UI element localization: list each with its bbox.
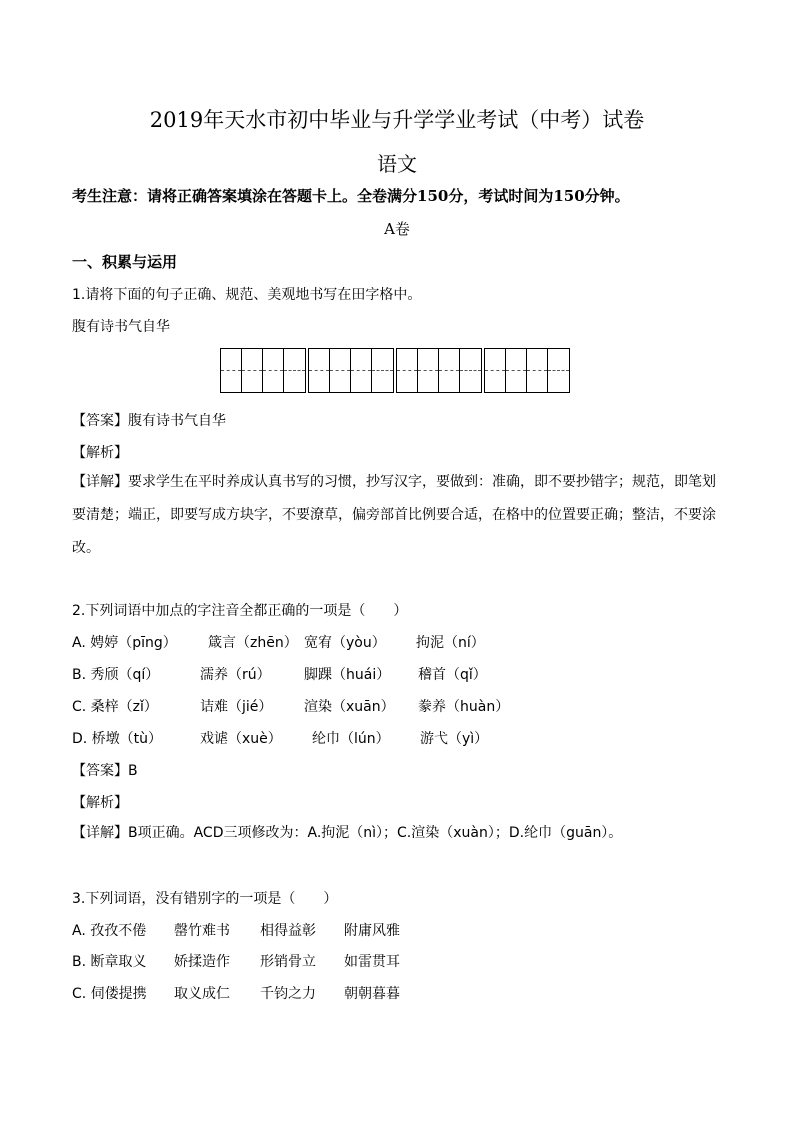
q3-option-a-word: 相得益彰 [260,923,316,939]
q1-detail [72,466,727,565]
q3-option-b-word: 娇揉造作 [174,954,230,970]
grid-cell [460,349,481,392]
answer-text: B [128,763,138,779]
q2-option-a-word: 宽宥（yòu） [304,635,386,651]
answer-tag: 【答案】 [72,413,128,429]
grid-cell [485,349,506,392]
q2-option-d-word: 戏谑（xuè） [200,731,282,747]
q1-analysis-tag: 【解析】 [72,445,128,461]
grid-cell [372,349,393,392]
q3-option-c: C. 伺偻提携 [72,986,147,1002]
volume-label: A卷 [384,220,410,238]
q3-option-a-word: 附庸风雅 [344,923,400,939]
q3-option-c-word: 朝朝暮暮 [344,986,400,1002]
q2-option-c-word: 渲染（xuān） [304,699,395,715]
grid-group [484,348,570,393]
q2-option-a: A. 娉婷（pīng） [72,635,177,651]
grid-cell [506,349,527,392]
q2-option-c-word: 豢养（huàn） [418,699,510,715]
subject-title: 语文 [377,152,417,176]
q1-sentence: 腹有诗书气自华 [72,319,170,335]
q3-option-b-word: 如雷贯耳 [344,954,400,970]
grid-cell [221,349,242,392]
grid-cell [548,349,569,392]
answer-text: 腹有诗书气自华 [128,413,226,429]
q2-option-a-word: 拘泥（ní） [416,635,485,651]
q2-answer [72,760,138,780]
grid-cell [439,349,460,392]
q3-option-a: A. 孜孜不倦 [72,923,147,939]
grid-cell [242,349,263,392]
grid-group [396,348,482,393]
answer-tag: 【答案】 [72,763,128,779]
q3-option-b-word: 形销骨立 [260,954,316,970]
grid-cell [527,349,548,392]
grid-cell [309,349,330,392]
grid-group [220,348,306,393]
page-title: 2019年天水市初中毕业与升学学业考试（中考）试卷 [149,108,645,132]
detail-text: 要求学生在平时养成认真书写的习惯，抄写汉字，要做到：准确，即不要抄错字；规范，即笔划要清楚；端正，即要写成方块字，不要潦草，偏旁部首比例要合适，在格中的位置要正确；整洁，不要涂改。 [72,474,716,556]
q2-option-c-word: 诘难（jié） [200,699,273,715]
q2-detail [72,822,622,842]
section-heading: 一、积累与运用 [72,253,178,271]
exam-notice: 考生注意：请将正确答案填涂在答题卡上。全卷满分150分，考试时间为150分钟。 [72,187,630,205]
q2-option-a-word: 箴言（zhēn） [208,635,298,651]
q3-option-a-word: 罄竹难书 [174,923,230,939]
q2-option-d-word: 纶巾（lún） [312,731,390,747]
q1-answer [72,410,226,430]
q2-option-b: B. 秀颀（qí） [72,667,160,683]
q2-option-d: D. 桥墩（tù） [72,731,163,747]
q3-option-c-word: 取义成仁 [174,986,230,1002]
q1-stem: 1.请将下面的句子正确、规范、美观地书写在田字格中。 [72,287,422,303]
grid-cell [418,349,439,392]
grid-cell [351,349,372,392]
detail-text: B项正确。ACD三项修改为：A.拘泥（nì）；C.渲染（xuàn）；D.纶巾（guān）。 [128,825,623,841]
q2-option-b-word: 脚踝（huái） [304,667,391,683]
detail-tag: 【详解】 [72,825,128,841]
grid-group [308,348,394,393]
grid-cell [397,349,418,392]
q2-option-b-word: 濡养（rú） [200,667,271,683]
grid-cell [330,349,351,392]
q3-option-c-word: 千钧之力 [260,986,316,1002]
q2-option-b-word: 稽首（qǐ） [418,667,487,683]
q3-stem: 3.下列词语，没有错别字的一项是（ ） [72,891,338,907]
detail-tag: 【详解】 [72,474,128,490]
q2-option-c: C. 桑梓（zǐ） [72,699,158,715]
writing-grid [220,348,570,393]
q2-option-d-word: 游弋（yì） [420,731,489,747]
grid-cell [284,349,305,392]
q2-analysis-tag: 【解析】 [72,795,128,811]
q2-stem: 2.下列词语中加点的字注音全都正确的一项是（ ） [72,603,408,619]
grid-cell [263,349,284,392]
q3-option-b: B. 断章取义 [72,954,147,970]
